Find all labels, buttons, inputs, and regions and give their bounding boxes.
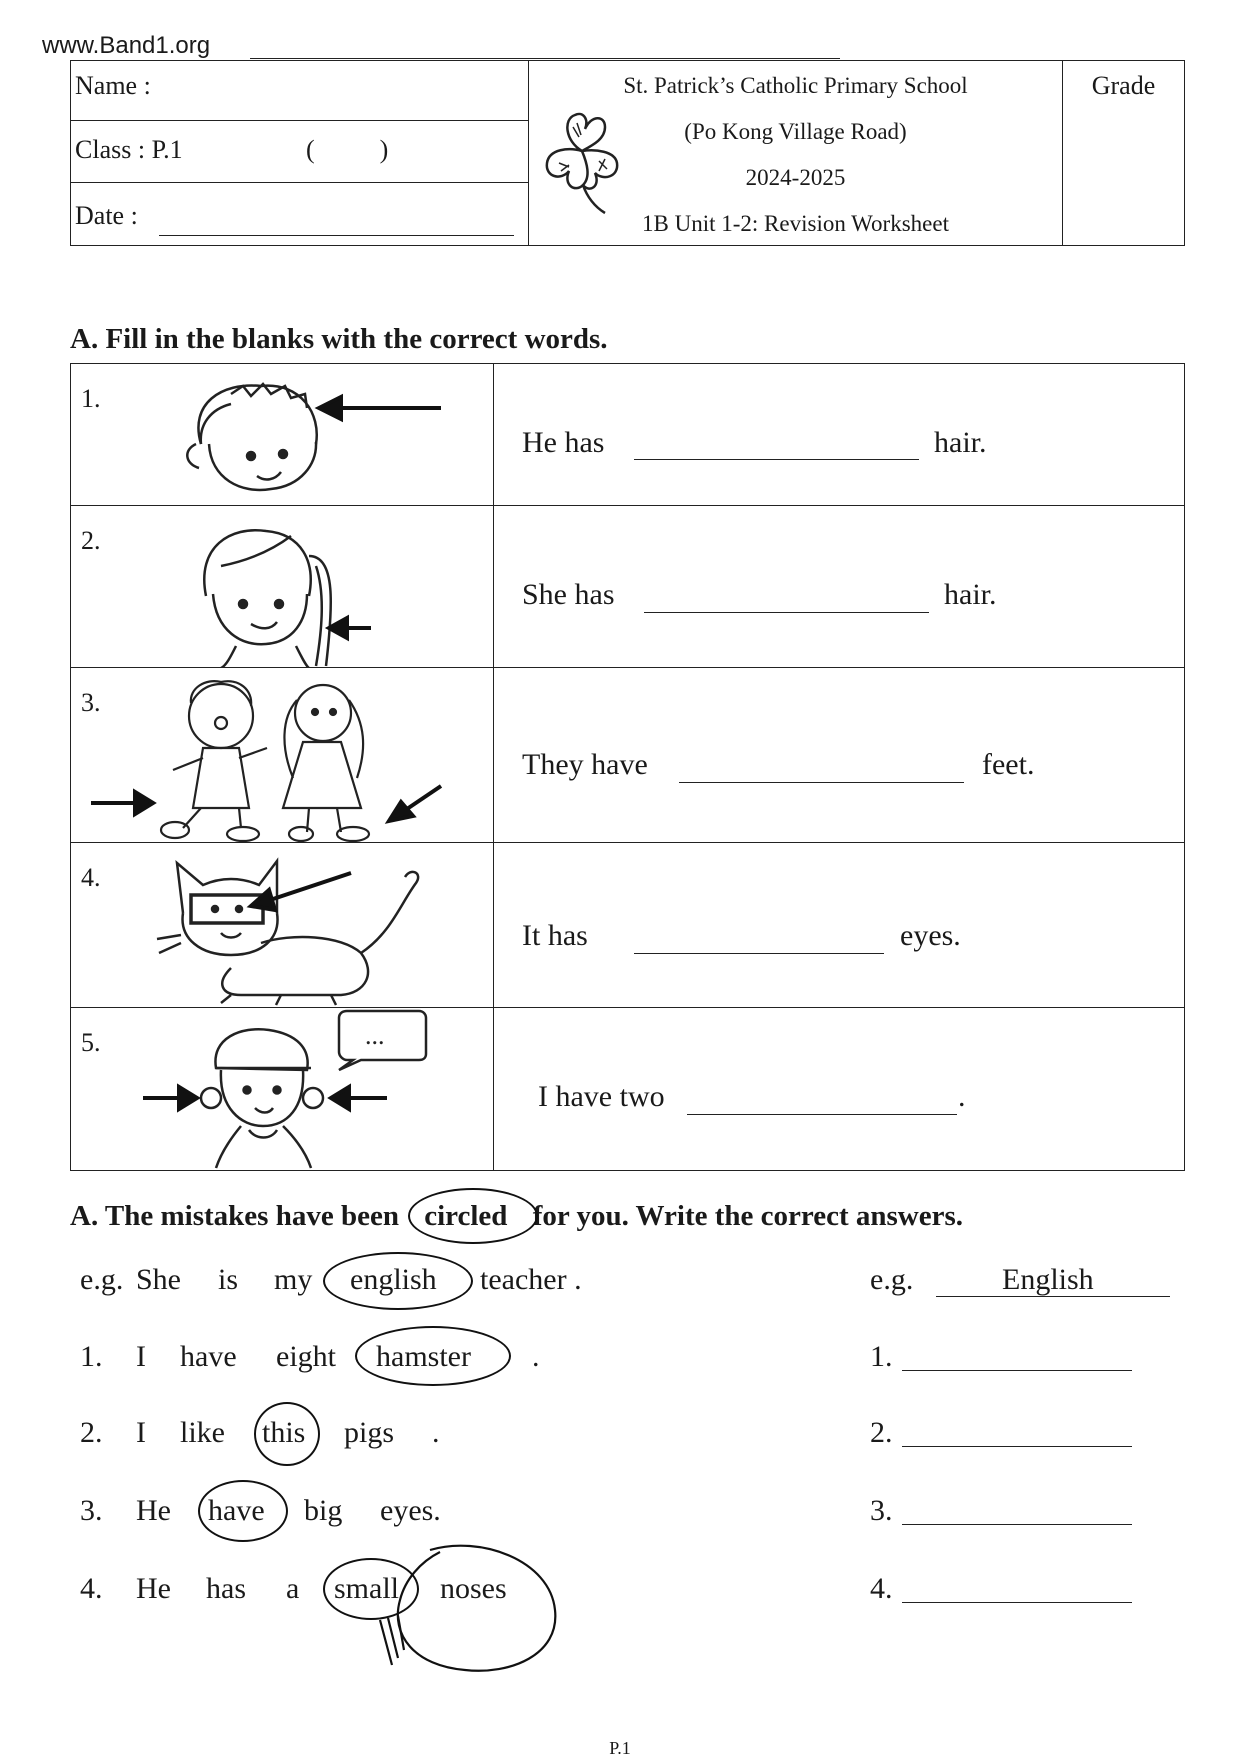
two-children-feet-icon (71, 668, 494, 843)
example-answer: English (1002, 1263, 1094, 1296)
item-number: 5. (81, 1028, 101, 1057)
section-b-title-end: for you. Write the correct answers. (532, 1200, 964, 1232)
name-label: Name : (75, 71, 151, 100)
sentence-start: It has (522, 919, 588, 952)
date-field[interactable] (159, 235, 514, 236)
question-end: . (432, 1416, 440, 1449)
sentence-end: hair. (934, 426, 987, 459)
table-row (71, 506, 1184, 668)
sentence-end: feet. (982, 748, 1035, 781)
school-name: St. Patrick’s Catholic Primary School (623, 73, 968, 98)
name-row (71, 61, 528, 121)
grade-box[interactable] (1063, 61, 1184, 245)
example-answer-line (936, 1296, 1170, 1297)
student-info (71, 61, 529, 245)
sentence-end: hair. (944, 578, 997, 611)
cat-eyes-icon (71, 843, 494, 1008)
sentence-cell (494, 506, 1184, 667)
answer-line[interactable] (902, 1446, 1132, 1447)
question-word: eight (276, 1340, 336, 1373)
page-number: P.1 (609, 1738, 631, 1758)
sentence-end: eyes. (900, 919, 961, 952)
ponytail-girl-icon (71, 506, 494, 668)
example-word: teacher . (480, 1263, 582, 1296)
section-b-title-start: A. The mistakes have been (70, 1200, 399, 1232)
circled-word (412, 1200, 519, 1233)
question-word: He (136, 1494, 171, 1527)
class-row (71, 121, 528, 183)
item-number: 2. (81, 526, 101, 555)
sentence-cell (494, 843, 1184, 1007)
school-year: 2024-2025 (745, 165, 846, 190)
answer-line[interactable] (902, 1524, 1132, 1525)
date-label: Date : (75, 201, 138, 230)
question-word: like (180, 1416, 225, 1449)
sentence-cell (494, 668, 1184, 842)
picture-cell (71, 506, 494, 667)
question-number: 4. (80, 1572, 103, 1605)
curly-hair-boy-icon (71, 364, 494, 506)
answer-blank[interactable] (679, 782, 964, 783)
class-label: Class : P.1 (75, 135, 183, 164)
answer-number: 2. (870, 1416, 893, 1449)
circled-mistake: small (334, 1572, 399, 1605)
ink-circle (408, 1188, 538, 1244)
example-word: my (274, 1263, 313, 1296)
school-info (529, 61, 1063, 245)
grade-label: Grade (1091, 71, 1156, 100)
question-word: has (206, 1572, 246, 1605)
circled-mistake: have (208, 1494, 265, 1527)
answer-number: 4. (870, 1572, 893, 1605)
question-word: big (304, 1494, 343, 1527)
answer-blank[interactable] (687, 1114, 957, 1115)
answer-line[interactable] (902, 1602, 1132, 1603)
sentence-start: I have two (538, 1080, 665, 1113)
table-row (71, 1008, 1184, 1170)
section-b-title (70, 1200, 963, 1233)
sentence-start: She has (522, 578, 615, 611)
question-number: 3. (80, 1494, 103, 1527)
question-word: have (180, 1340, 237, 1373)
fill-in-table (70, 363, 1185, 1171)
question-end: . (532, 1340, 540, 1373)
sentence-start: He has (522, 426, 605, 459)
picture-cell (71, 843, 494, 1007)
answer-number: 1. (870, 1340, 893, 1373)
school-branch: (Po Kong Village Road) (684, 119, 907, 144)
class-number-parens: ( ) (306, 135, 389, 164)
circled-mistake: english (350, 1263, 437, 1296)
example-label: e.g. (80, 1263, 124, 1296)
answer-blank[interactable] (644, 612, 929, 613)
table-row (71, 843, 1184, 1008)
picture-cell (71, 1008, 494, 1170)
top-rule (250, 58, 840, 59)
table-row (71, 668, 1184, 843)
answer-blank[interactable] (634, 459, 919, 460)
circled-mistake: this (262, 1416, 306, 1449)
speech-bubble-text: ... (365, 1021, 385, 1050)
worksheet-title: 1B Unit 1-2: Revision Worksheet (642, 211, 949, 236)
question-number: 1. (80, 1340, 103, 1373)
table-row (71, 364, 1184, 506)
item-number: 1. (81, 384, 101, 413)
question-word: He (136, 1572, 171, 1605)
section-a-title: A. Fill in the blanks with the correct words. (70, 323, 608, 355)
circled-word-text: circled (424, 1200, 508, 1232)
sentence-start: They have (522, 748, 648, 781)
sentence-cell (494, 364, 1184, 505)
answer-line[interactable] (902, 1370, 1132, 1371)
question-word: I (136, 1416, 146, 1449)
picture-cell (71, 668, 494, 842)
question-word: a (286, 1572, 300, 1605)
site-watermark: www.Band1.org (42, 32, 211, 59)
sentence-cell (494, 1008, 1184, 1170)
item-number: 4. (81, 863, 101, 892)
item-number: 3. (81, 688, 101, 717)
picture-cell (71, 364, 494, 505)
example-answer-label: e.g. (870, 1263, 914, 1296)
sentence-end: . (958, 1080, 966, 1113)
answer-number: 3. (870, 1494, 893, 1527)
hand-drawn-circle-scribble (370, 1540, 570, 1680)
question-word: eyes. (380, 1494, 441, 1527)
answer-blank[interactable] (634, 953, 884, 954)
question-word: noses (440, 1572, 507, 1605)
question-word: I (136, 1340, 146, 1373)
header-box (70, 60, 1185, 246)
question-number: 2. (80, 1416, 103, 1449)
boy-with-cap-ears-icon (71, 1008, 494, 1170)
question-word: pigs (344, 1416, 395, 1449)
example-word: is (218, 1263, 239, 1296)
date-row (71, 183, 528, 245)
example-word: She (136, 1263, 181, 1296)
circled-mistake: hamster (376, 1340, 471, 1373)
